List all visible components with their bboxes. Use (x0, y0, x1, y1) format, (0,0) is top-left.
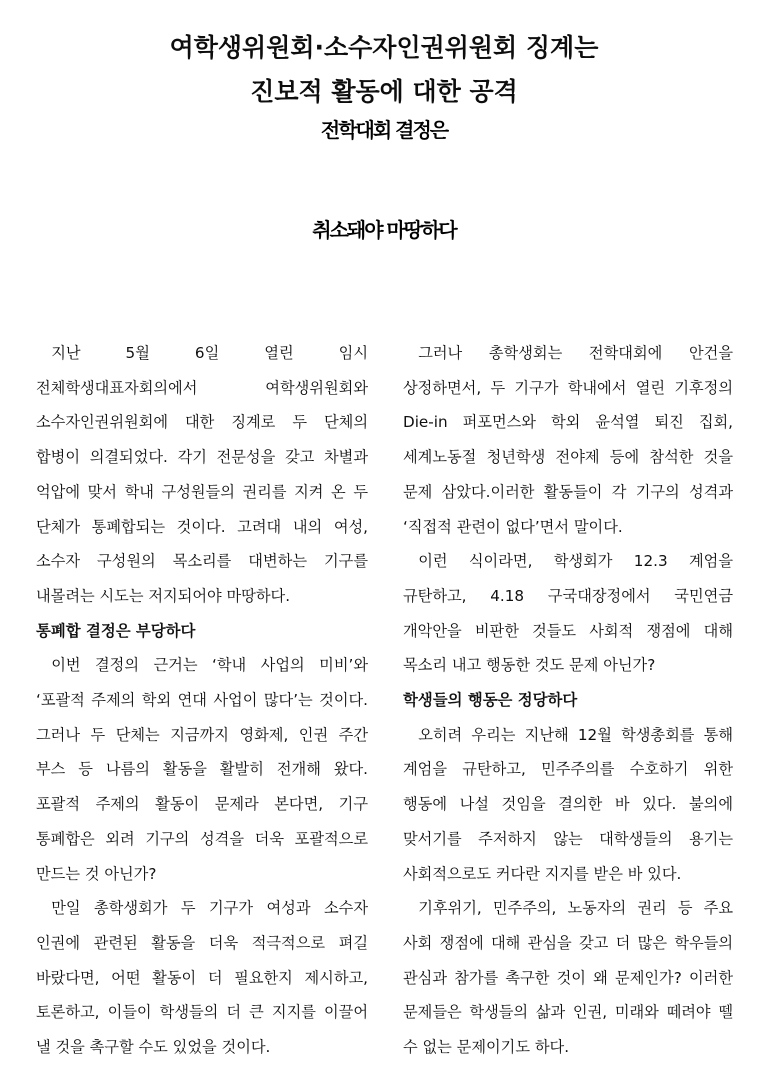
left-column (36, 336, 368, 1065)
headline-line-1: 전학대회 결정은 (320, 118, 448, 142)
left-paragraph-2: 이번 결정의 근거는 ‘학내 사업의 미비’와 ‘포괄적 주제의 학외 연대 사업이 많다’는 것이다. 그러나 두 단체는 지금까지 영화제, 인권 주간 부스 등 나름의 활동을 활발히 전개해 왔다. 포괄적 주제의 활동이 문제라 본다면, 기구 통폐합은 외려 기구의 성격을 더욱 포괄적으로 만드는 것 아닌가? (36, 656, 368, 883)
right-paragraph-1: 그러나 총학생회는 전학대회에 안건을 상정하면서, 두 기구가 학내에서 열린 기후정의 Die-in 퍼포먼스와 학외 윤석열 퇴진 집회, 세계노동절 청년학생 전야제 등에 참석한 것을 문제 삼았다.이러한 활동들이 각 기구의 성격과 ‘직접적 관련이 없다’면서 말이다. (403, 344, 733, 536)
subtitle-line-1: 여학생위원회·소수자인권위원회 징계는 (169, 33, 599, 62)
headline-line-2: 취소돼야 마땅하다 (312, 218, 456, 242)
right-column (403, 336, 733, 1065)
subtitle-line-2: 진보적 활동에 대한 공격 (250, 77, 518, 106)
right-section-heading: 학생들의 행동은 정당하다 (403, 691, 578, 710)
right-paragraph-4: 기후위기, 민주주의, 노동자의 권리 등 주요 사회 쟁점에 대해 관심을 갖고 더 많은 학우들의 관심과 참가를 촉구한 것이 왜 문제인가? 이러한 문제들은 학생들의 삶과 인권, 미래와 떼려야 뗄 수 없는 문제이기도 하다. (403, 899, 733, 1057)
right-paragraph-3: 오히려 우리는 지난해 12월 학생총회를 통해 계엄을 규탄하고, 민주주의를 수호하기 위한 행동에 나설 것임을 결의한 바 있다. 불의에 맞서기를 주저하지 않는 대학생들의 용기는 사회적으로도 커다란 지지를 받은 바 있다. (403, 725, 733, 883)
left-paragraph-1: 지난 5월 6일 열린 임시 전체학생대표자회의에서 여학생위원회와 소수자인권위원회에 대한 징계로 두 단체의 합병이 의결되었다. 각기 전문성을 갖고 차별과 억압에 맞서 학내 구성원들의 권리를 지켜 온 두 단체가 통폐합되는 것이다. 고려대 내의 여성, 소수자 구성원의 목소리를 대변하는 기구를 내몰려는 시도는 저지되어야 마땅하다. (36, 344, 368, 605)
right-paragraph-2: 이런 식이라면, 학생회가 12.3 계엄을 규탄하고, 4.18 구국대장정에서 국민연금 개악안을 비판한 것들도 사회적 쟁점에 대해 목소리 내고 행동한 것도 문제 아닌가? (403, 552, 733, 675)
left-section-heading: 통폐합 결정은 부당하다 (36, 621, 196, 640)
left-paragraph-3: 만일 총학생회가 두 기구가 여성과 소수자 인권에 관련된 활동을 더욱 적극적으로 펴길 바랐다면, 어떤 활동이 더 필요한지 제시하고, 토론하고, 이들이 학생들의 더 큰 지지를 이끌어 낼 것을 촉구할 수도 있었을 것이다. (36, 899, 368, 1057)
